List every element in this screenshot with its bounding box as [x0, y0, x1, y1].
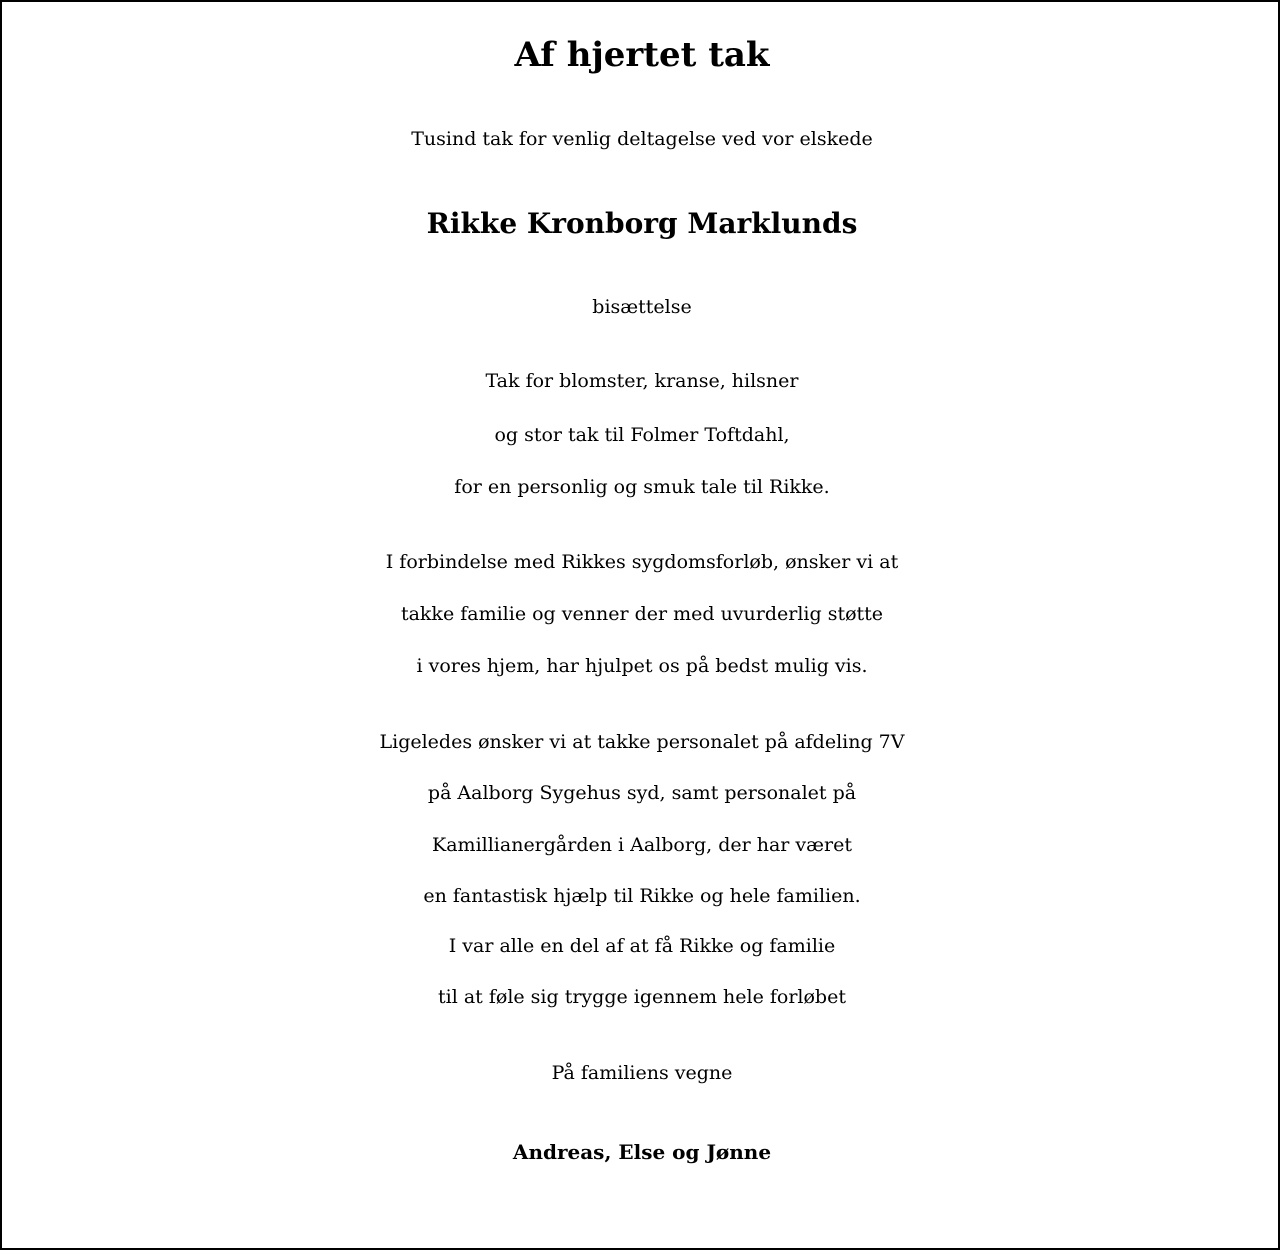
- signatories: Andreas, Else og Jønne: [512, 1140, 772, 1164]
- paragraph-line: og stor tak til Folmer Toftdahl,: [494, 424, 790, 446]
- paragraph-line: på Aalborg Sygehus syd, samt personalet på: [427, 782, 857, 804]
- notice-heading: Af hjertet tak: [514, 35, 770, 75]
- paragraph-line: til at føle sig trygge igennem hele forløbet: [438, 986, 846, 1008]
- paragraph-line: Tak for blomster, kranse, hilsner: [485, 370, 799, 392]
- paragraph-line: Kamillianergården i Aalborg, der har været: [432, 834, 852, 856]
- deceased-name: Rikke Kronborg Marklunds: [426, 207, 858, 240]
- paragraph-line: for en personlig og smuk tale til Rikke.: [454, 476, 830, 498]
- paragraph-line: en fantastisk hjælp til Rikke og hele familien.: [423, 885, 861, 907]
- paragraph-line: i vores hjem, har hjulpet os på bedst mulig vis.: [416, 655, 868, 677]
- intro-line: Tusind tak for venlig deltagelse ved vor elskede: [411, 128, 873, 150]
- closing-line: På familiens vegne: [551, 1062, 733, 1084]
- event-label: bisættelse: [592, 296, 692, 318]
- paragraph-line: Ligeledes ønsker vi at takke personalet på afdeling 7V: [379, 731, 905, 753]
- paragraph-line: takke familie og venner der med uvurderlig støtte: [400, 603, 884, 625]
- paragraph-line: I var alle en del af at få Rikke og familie: [448, 935, 836, 957]
- paragraph-line: I forbindelse med Rikkes sygdomsforløb, ønsker vi at: [385, 551, 899, 573]
